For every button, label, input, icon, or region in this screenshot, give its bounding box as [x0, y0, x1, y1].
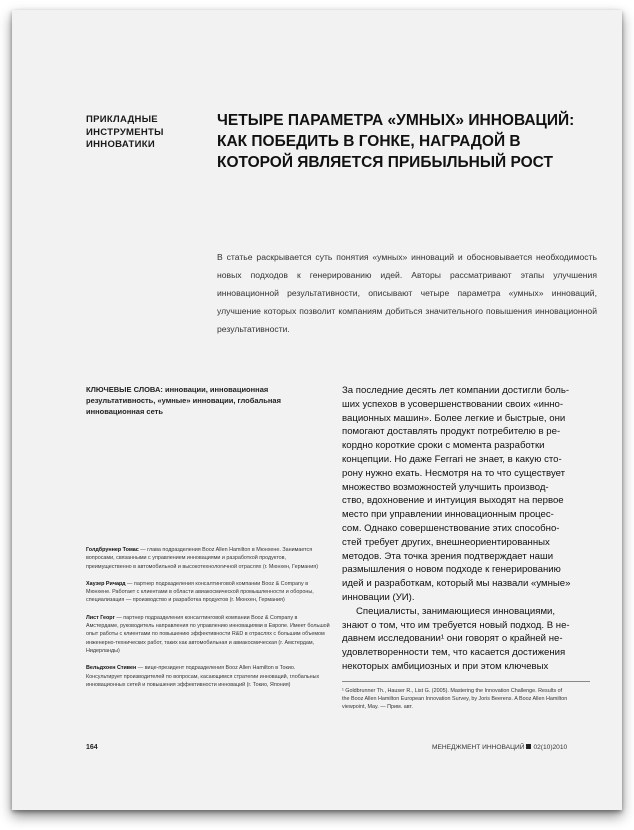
body-line: помогают доставлять продукт потребителю в ре-	[342, 426, 561, 438]
body-line: некоторых амбициозных и при этом ключевых	[342, 660, 549, 672]
square-separator-icon	[526, 744, 531, 749]
author-bio	[86, 580, 330, 605]
body-line: ших успехов в усовершенствовании своих «инно-	[342, 398, 564, 410]
author-bio	[86, 546, 330, 571]
body-line: вационных машин». Более легкие и быстрые, они	[342, 412, 566, 424]
section-label-line: ИННОВАТИКИ	[86, 139, 155, 150]
article-body	[342, 384, 600, 674]
footnote-line: ¹ Goldbrunner Th., Hauser R., List G. (2005). Mastering the Innovation Challenge. Results of	[342, 688, 563, 694]
issue-number: 02(10)2010	[533, 744, 568, 751]
author-name: Вельдхоен Стивен	[86, 665, 137, 672]
author-list	[86, 546, 330, 698]
body-line: стей требует других, внешнеориентированных	[342, 536, 550, 548]
title-line: КАК ПОБЕДИТЬ В ГОНКЕ, НАГРАДОЙ В	[217, 133, 521, 150]
author-description: — партнер подразделения консалтинговой компании Booz & Company в Мюнхене. Работает с клиентами в области авиакосмической промышленности и обороны, специализация — производство и разработка продуктов (г. Мюнхен, Германия)	[86, 580, 314, 604]
abstract: В статье раскрывается суть понятия «умных» инноваций и обосновывается необходимость новых подходов к генерированию идей. Авторы рассматривают этапы улучшения инновационной результативности, описывают четыре параметра «умных» инноваций, улучшение которых позволит компаниям добиться значительного повышения инновационной результативности.	[217, 252, 597, 334]
body-line: рону нужно ехать. Несмотря на то что существует	[342, 467, 566, 479]
body-line: Специалисты, занимающиеся инновациями,	[356, 605, 556, 617]
keywords-label: КЛЮЧЕВЫЕ СЛОВА:	[86, 385, 163, 394]
section-label-line: ПРИКЛАДНЫЕ	[86, 114, 158, 125]
journal-name: МЕНЕДЖМЕНТ ИННОВАЦИЙ	[432, 744, 525, 751]
section-label-line: ИНСТРУМЕНТЫ	[86, 126, 164, 138]
body-line: давнем исследовании¹ они говорят о крайней не-	[342, 633, 563, 645]
author-description: — вице-президент подразделения Booz Allen Hamilton в Токио. Консультирует производителей по вопросам, касающимся стратегии инноваций, глобальных инновационных сетей и повышения эффективности инноваций (г. Токио, Япония)	[86, 665, 320, 688]
body-line: инновации (УИ).	[342, 591, 415, 603]
running-footer	[432, 744, 567, 751]
body-line: знают о том, что им требуется новый подход. В не-	[342, 619, 570, 631]
body-line: ство, вдохновение и интуиция выходят на первое	[342, 495, 564, 507]
body-line: сом. Однако совершенствование этих способно-	[342, 522, 560, 534]
footnote-divider	[342, 681, 590, 682]
body-line: место при управлении инновационным процес-	[342, 509, 554, 521]
body-line: методов. Эта точка зрения подтверждает наши	[342, 550, 554, 562]
footnote-line: viewpoint, May. — Прим. авт.	[342, 704, 413, 710]
body-line: За последние десять лет компании достигли боль-	[342, 385, 570, 396]
body-line: размышления о новом подходе к генерированию	[342, 564, 561, 576]
author-description: — партнер подразделения консалтинговой компании Booz & Company в Амстердаме, руководитель направления по управлению инновациями в Европе. Имеет большой опыт работы с клиентами по повышению эффективности R&D в отраслях с большим объемом инженерно-технических работ, таких как автомобильная и авиакосмическая (г. Амстердам, Нидерланды)	[86, 614, 330, 654]
page-number: 164	[86, 744, 98, 751]
author-name: Голдбруннер Томас	[86, 547, 139, 553]
body-line: кордно короткие сроки с момента разработки	[342, 440, 545, 452]
footnote	[342, 687, 602, 711]
author-name: Лист Георг	[86, 614, 115, 621]
footnote-line: the Booz Allen Hamilton European Innovation Survey, by Joris Beerens. A Booz Allen Hamilton	[342, 696, 568, 702]
author-bio	[86, 614, 330, 655]
title-line: КОТОРОЙ ЯВЛЯЕТСЯ ПРИБЫЛЬНЫЙ РОСТ	[217, 154, 553, 171]
author-description: — глава подразделения Booz Allen Hamilton в Мюнхене. Занимается вопросами, связанными с управлением инновациями и разработкой продуктов, преимущественно в автомобильной и высокотехнологичной отраслях (г. Мюнхен, Германия)	[86, 547, 319, 570]
keywords-text: инновации, инновационная результативность, «умные» инновации, глобальная инновационная сеть	[86, 385, 281, 416]
journal-page	[12, 10, 622, 810]
section-label	[86, 114, 206, 152]
body-line: концепции. Но даже Ferrari не знает, в какую сто-	[342, 453, 562, 465]
keywords	[86, 384, 336, 417]
author-bio	[86, 664, 330, 689]
article-title	[217, 110, 602, 173]
title-line: ЧЕТЫРЕ ПАРАМЕТРА «УМНЫХ» ИННОВАЦИЙ:	[217, 112, 575, 129]
author-name: Хаузер Ричард	[86, 580, 126, 587]
body-line: идей и разработкам, который мы назвали «умные»	[342, 578, 571, 590]
body-line: удовлетворенности тем, что касается достижения	[342, 647, 566, 659]
body-line: множество возможностей улучшить производ-	[342, 481, 549, 493]
